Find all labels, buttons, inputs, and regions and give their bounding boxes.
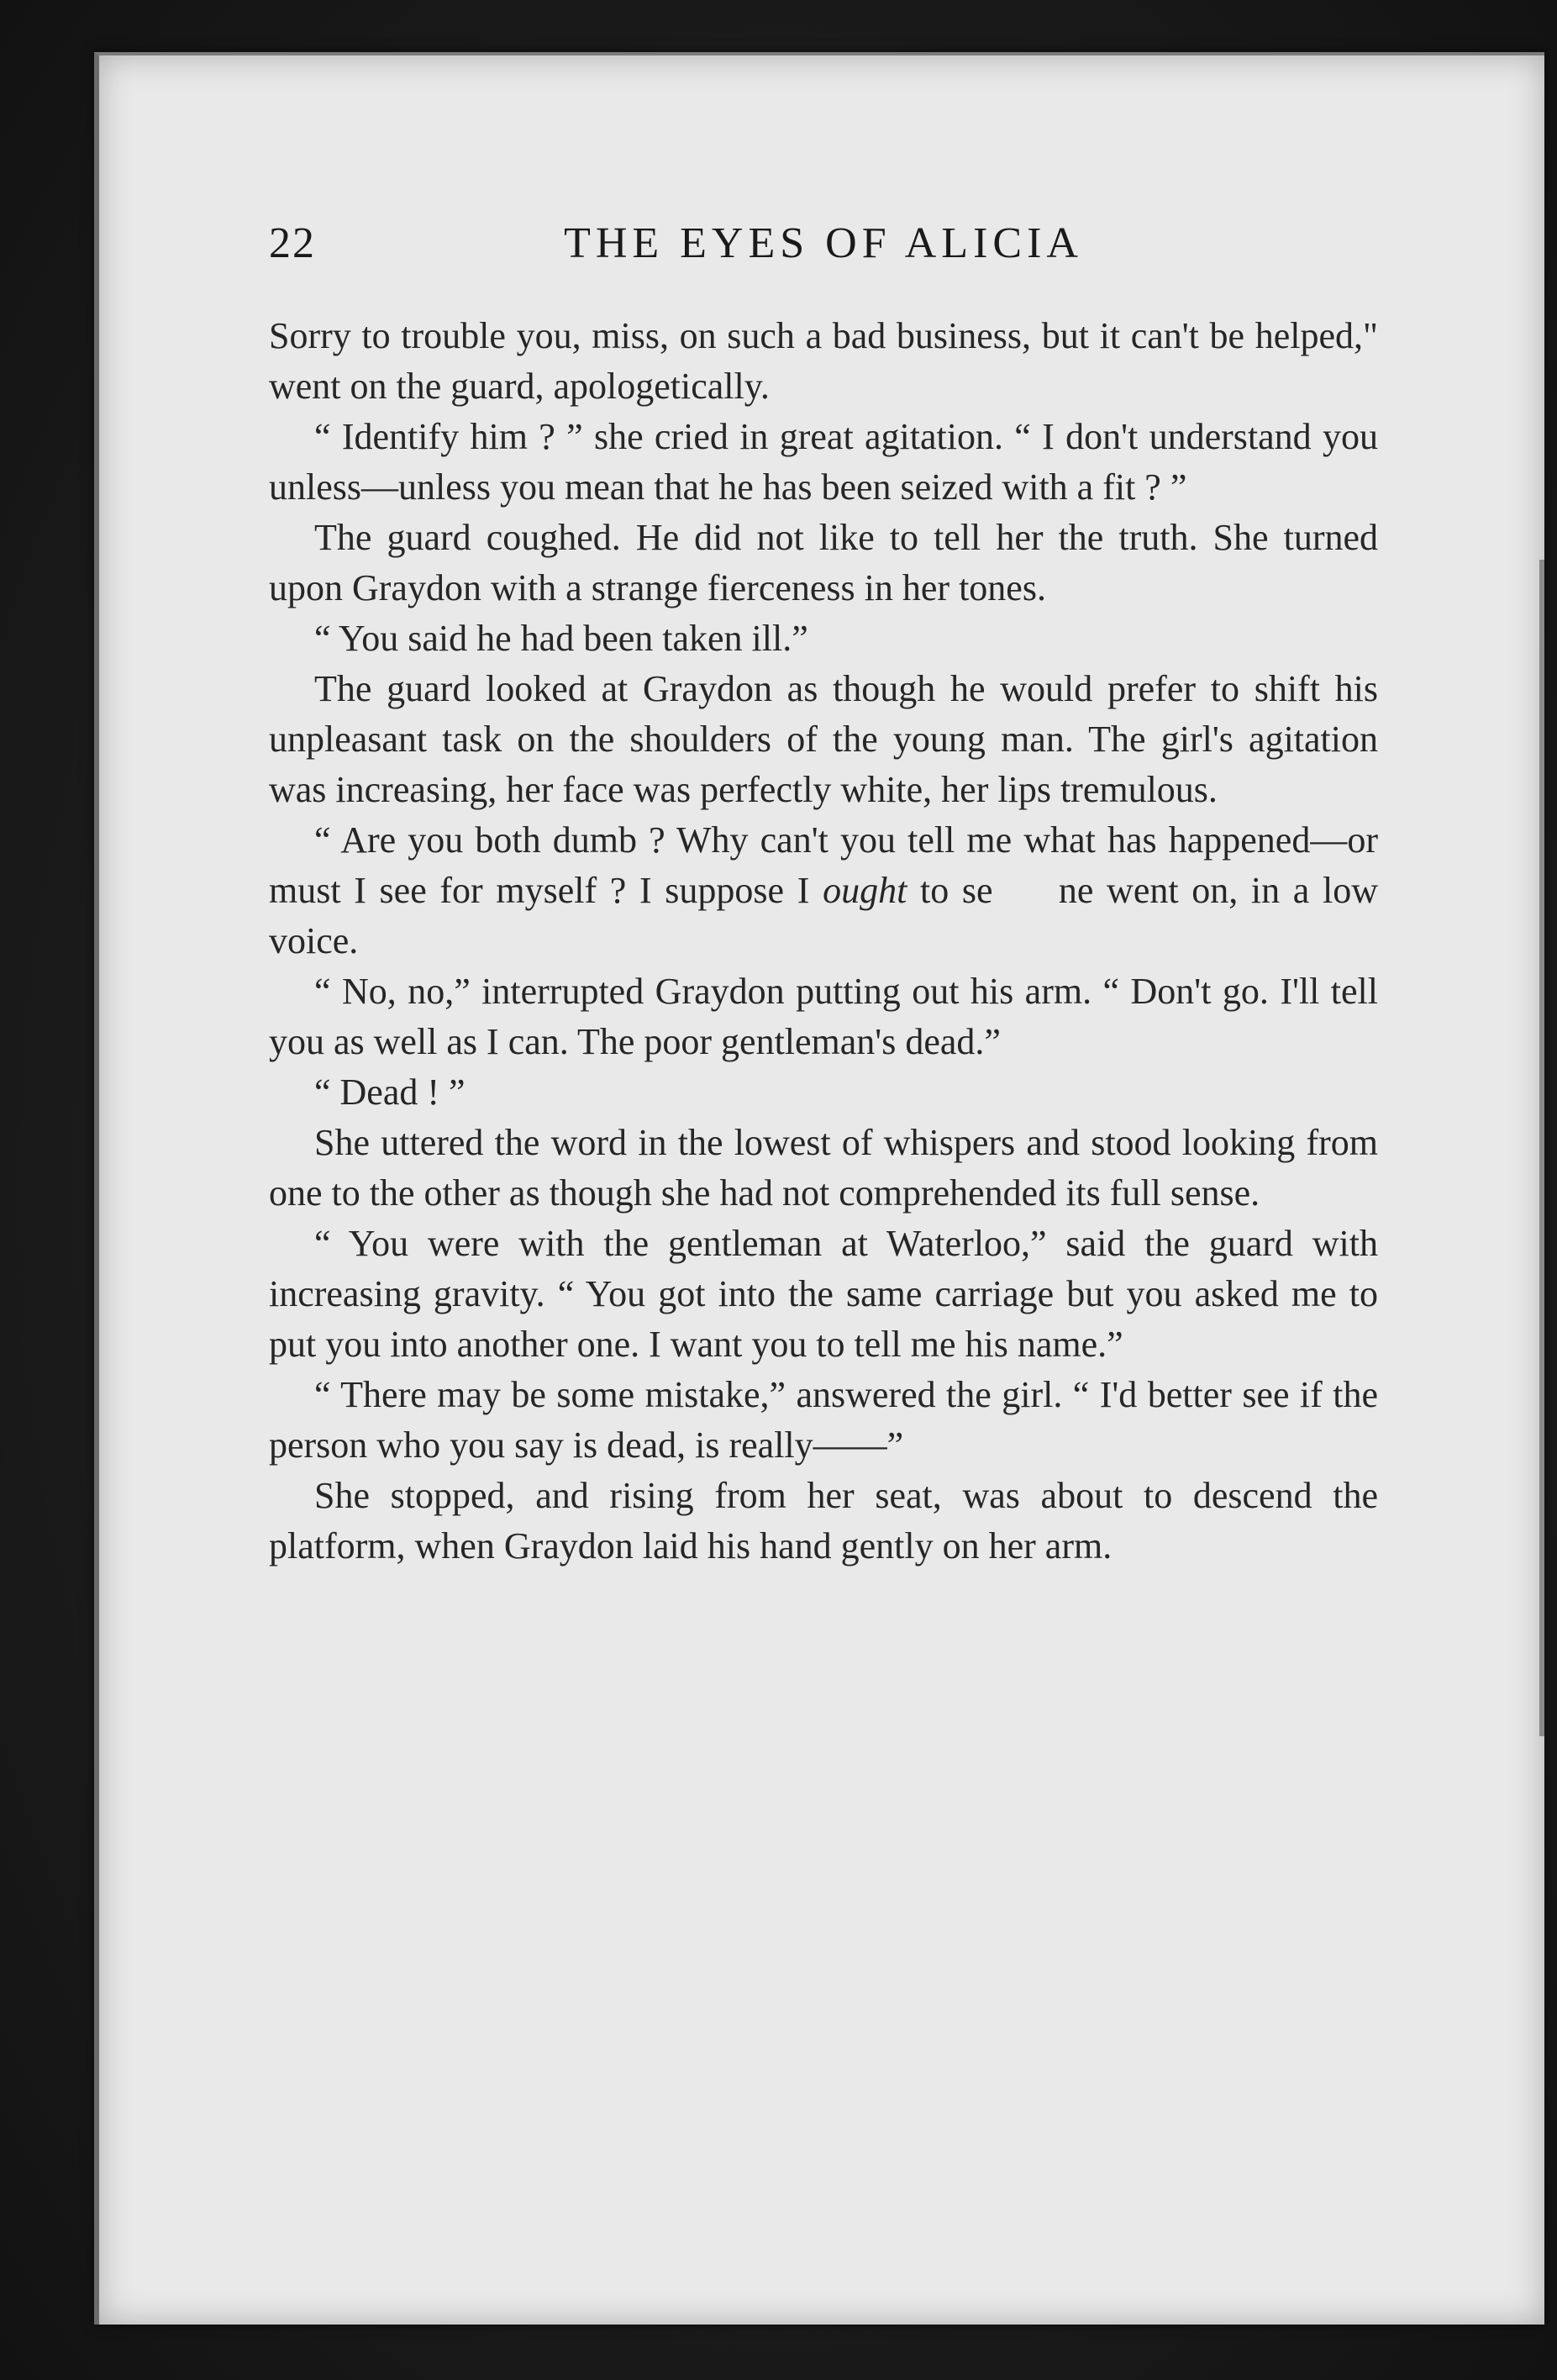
paragraph-12: She stopped, and rising from her seat, was about to descend the platform, when Graydon laid his hand gently on her arm. — [269, 1475, 1378, 1566]
paragraph-6-emphasis: ought — [823, 870, 907, 911]
paragraph-6 — [269, 815, 1378, 966]
paragraph-11: “ There may be some mistake,” answered the girl. “ I'd better see if the person who you say is dead, is really——” — [269, 1374, 1378, 1466]
paragraph-9: She uttered the word in the lowest of whispers and stood looking from one to the other as though she had not comprehended its full sense. — [269, 1122, 1378, 1214]
paragraph-6-after: to se ne went on, in a low voice. — [269, 870, 1378, 961]
paragraph-7: “ No, no,” interrupted Graydon putting out his arm. “ Don't go. I'll tell you as well as I can. The poor gentleman's dead.” — [269, 971, 1378, 1062]
paragraph-6-before: “ Are you both dumb ? Why can't you tell me what has happened—or must I see for myself ? I suppose I — [269, 819, 1378, 911]
paragraph-4: “ You said he had been taken ill.” — [314, 618, 808, 659]
paragraph-8: “ Dead ! ” — [314, 1072, 466, 1113]
book-title: THE EYES OF ALICIA — [564, 219, 1083, 267]
paragraph-5: The guard looked at Graydon as though he would prefer to shift his unpleasant task on the shoulders of the young man. The girl's agitation was increasing, her face was perfectly white, her lips tremulous. — [269, 668, 1378, 810]
paragraph-10: “ You were with the gentleman at Waterloo,” said the guard with increasing gravity. “ You got into the same carriage but you asked me to put you into another one. I want you to tell me his name.” — [269, 1223, 1378, 1365]
paragraph-2: “ Identify him ? ” she cried in great agitation. “ I don't understand you unless—unless you mean that he has been seized with a fit ? ” — [269, 416, 1378, 508]
running-head — [269, 219, 1378, 294]
paragraph-3: The guard coughed. He did not like to tell her the truth. She turned upon Graydon with a strange fierceness in her tones. — [269, 517, 1378, 608]
page-edge — [1539, 560, 1544, 1736]
body-text — [269, 311, 1378, 1572]
page-number: 22 — [269, 219, 316, 267]
paragraph-1: Sorry to trouble you, miss, on such a bad business, but it can't be helped," went on the guard, apologetically. — [269, 315, 1378, 407]
